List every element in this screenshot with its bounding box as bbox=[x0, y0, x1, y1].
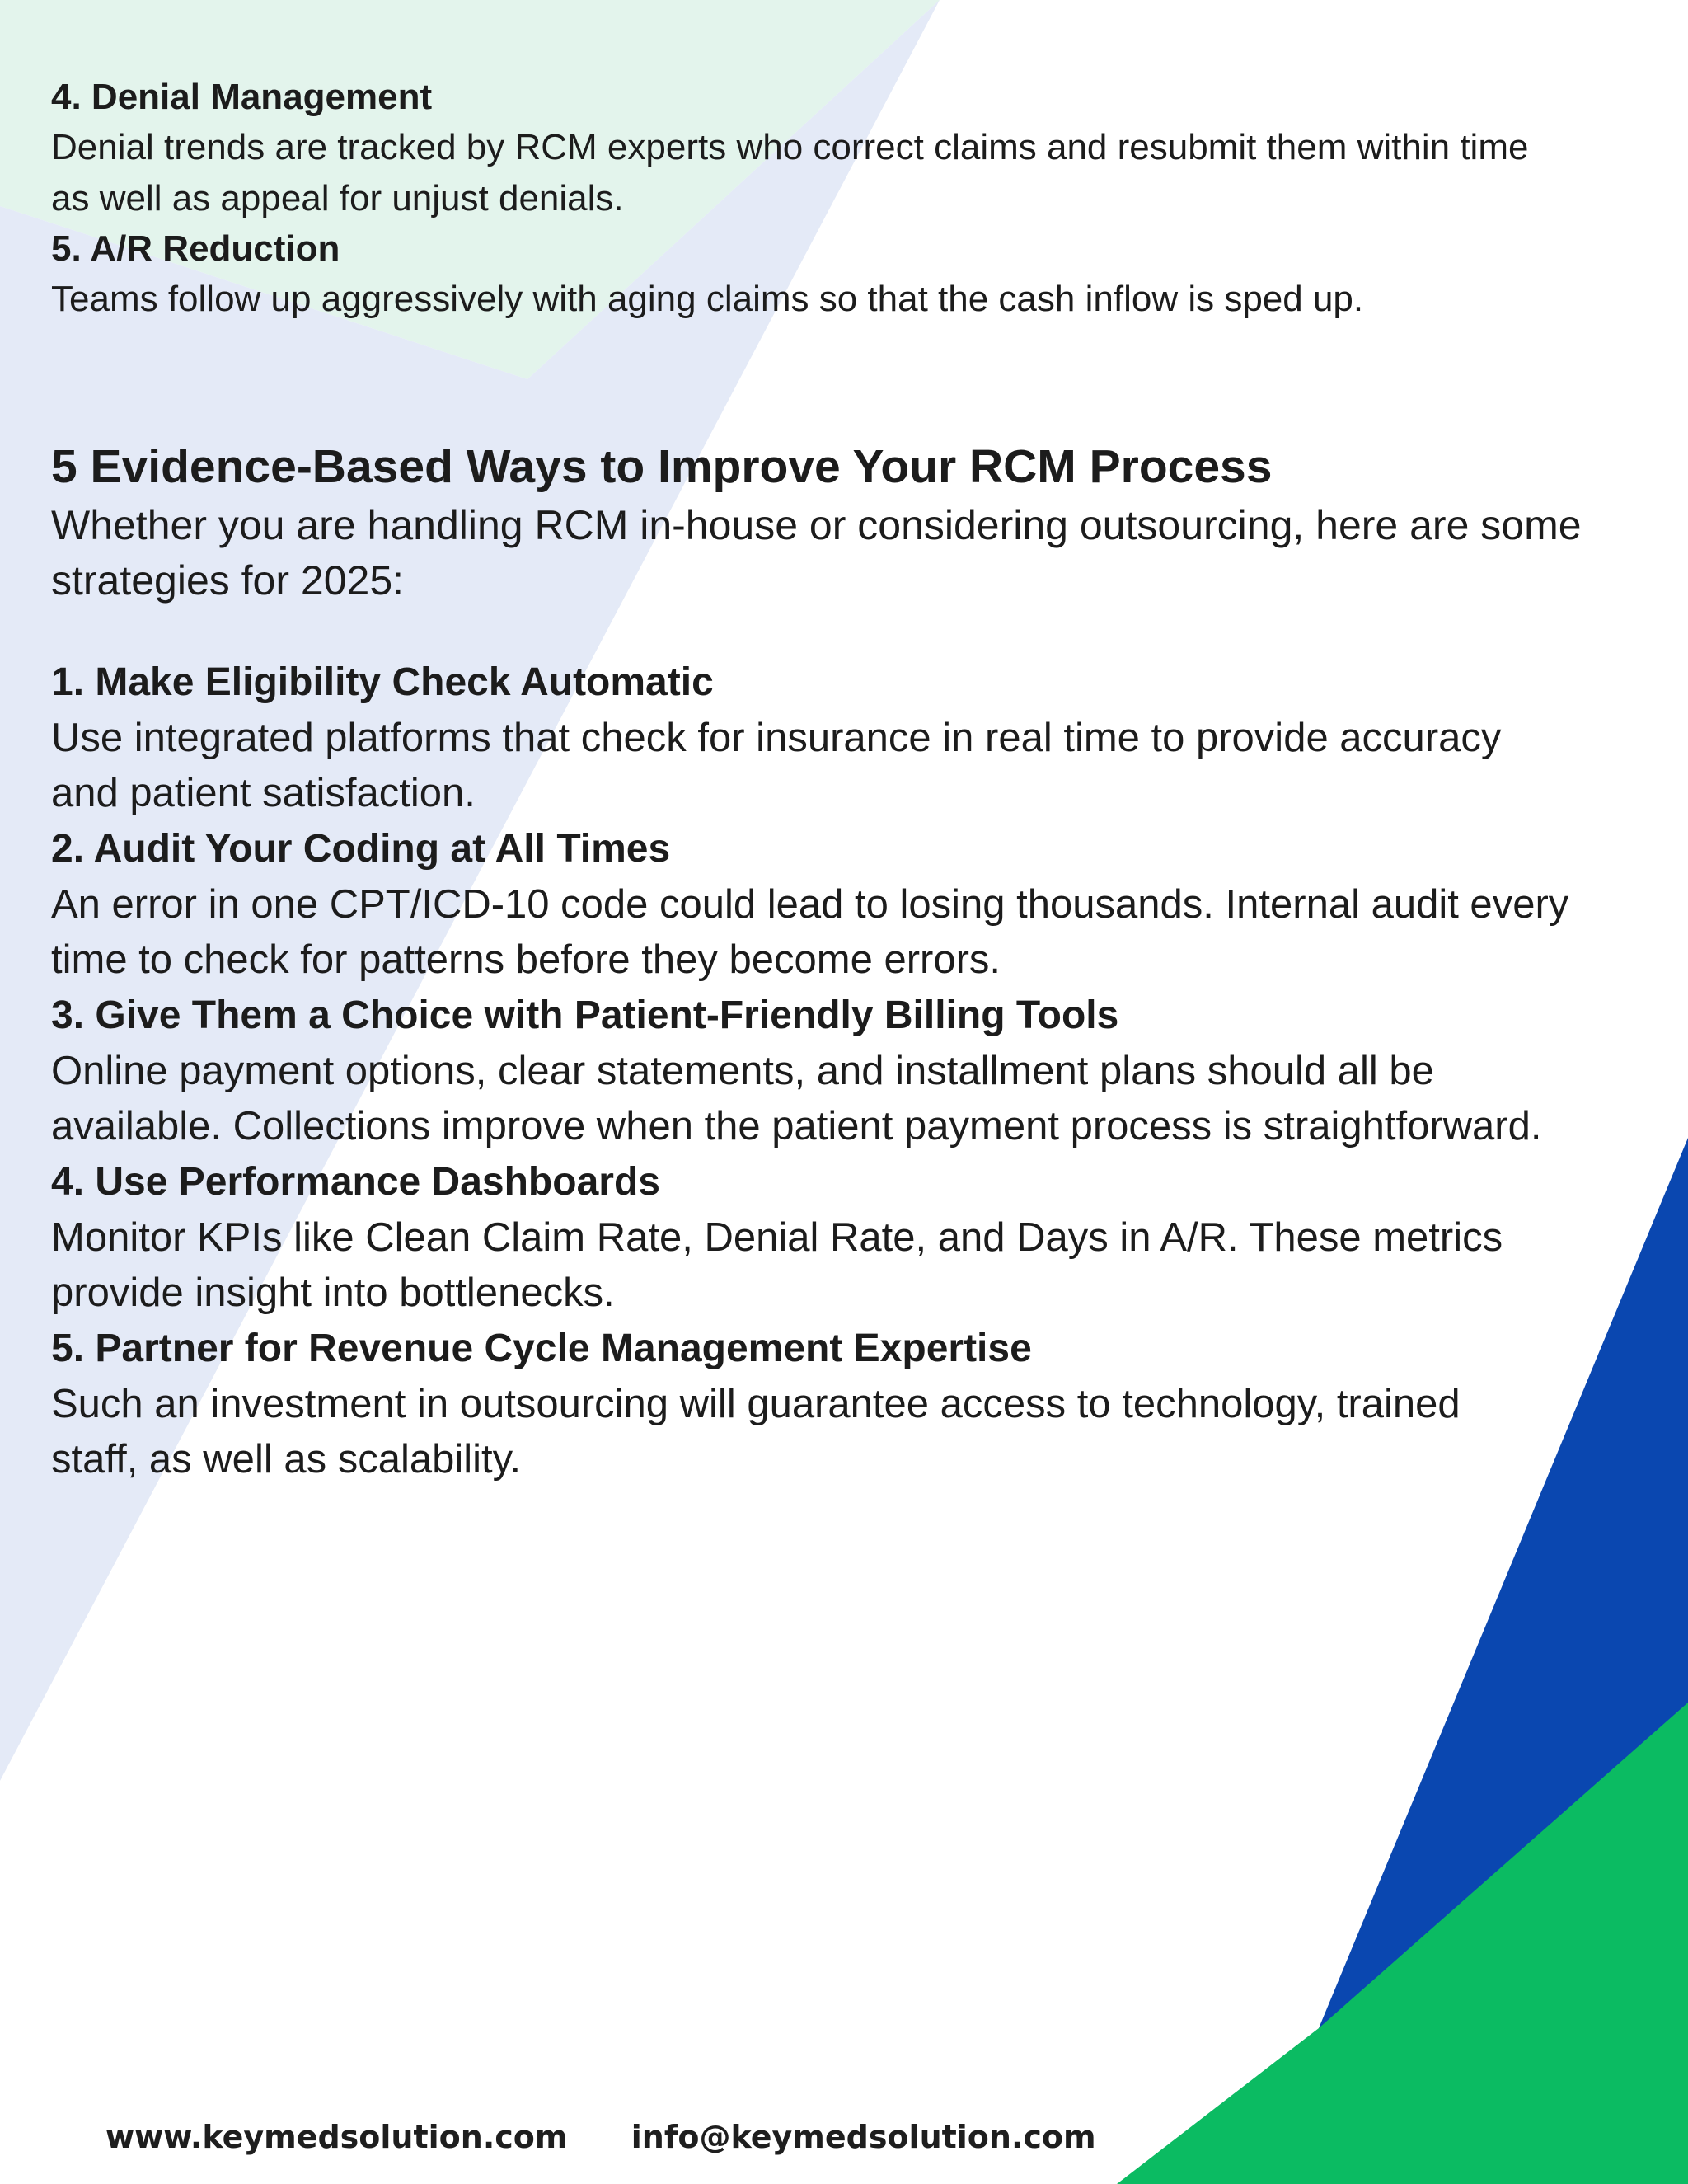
strategy-text-line: Use integrated platforms that check for insurance in real time to provide accuracy bbox=[51, 716, 1502, 760]
main-heading: 5 Evidence-Based Ways to Improve Your RCM Process bbox=[51, 440, 1273, 493]
strategy-text-line: An error in one CPT/ICD-10 code could lead to losing thousands. Internal audit every bbox=[51, 882, 1569, 927]
strategy-heading: 5. Partner for Revenue Cycle Management Expertise bbox=[51, 1327, 1032, 1370]
footer-contact bbox=[106, 2119, 1096, 2155]
strategy-text-line: provide insight into bottlenecks. bbox=[51, 1270, 615, 1315]
email-link[interactable]: info@keymedsolution.com bbox=[631, 2119, 1096, 2155]
top-sections bbox=[51, 73, 1528, 325]
strategy-text-line: available. Collections improve when the patient payment process is straightforward. bbox=[51, 1104, 1542, 1148]
strategy-text-line: Such an investment in outsourcing will guarantee access to technology, trained bbox=[51, 1382, 1461, 1426]
strategy-text-line: time to check for patterns before they become errors. bbox=[51, 937, 1001, 982]
section-text-line: as well as appeal for unjust denials. bbox=[51, 178, 624, 218]
website-link[interactable]: www.keymedsolution.com bbox=[106, 2119, 568, 2155]
strategy-text-line: staff, as well as scalability. bbox=[51, 1437, 522, 1482]
strategy-heading: 2. Audit Your Coding at All Times bbox=[51, 827, 671, 871]
main-section-intro bbox=[51, 435, 1642, 608]
strategy-text-line: and patient satisfaction. bbox=[51, 771, 476, 815]
section-heading: 5. A/R Reduction bbox=[51, 228, 340, 269]
strategy-heading: 4. Use Performance Dashboards bbox=[51, 1160, 660, 1204]
strategy-heading: 3. Give Them a Choice with Patient-Friendly Billing Tools bbox=[51, 993, 1119, 1037]
section-text-line: Denial trends are tracked by RCM experts who correct claims and resubmit them within time bbox=[51, 127, 1529, 167]
strategy-heading: 1. Make Eligibility Check Automatic bbox=[51, 660, 714, 704]
intro-line: Whether you are handling RCM in-house or considering outsourcing, here are some bbox=[51, 502, 1582, 548]
section-heading: 4. Denial Management bbox=[51, 77, 433, 117]
strategy-text-line: Online payment options, clear statements, and installment plans should all be bbox=[51, 1049, 1434, 1093]
strategy-text-line: Monitor KPIs like Clean Claim Rate, Denial Rate, and Days in A/R. These metrics bbox=[51, 1215, 1503, 1260]
intro-line: strategies for 2025: bbox=[51, 557, 405, 604]
strategy-list bbox=[51, 655, 1658, 1487]
section-text-line: Teams follow up aggressively with aging claims so that the cash inflow is sped up. bbox=[51, 279, 1364, 319]
